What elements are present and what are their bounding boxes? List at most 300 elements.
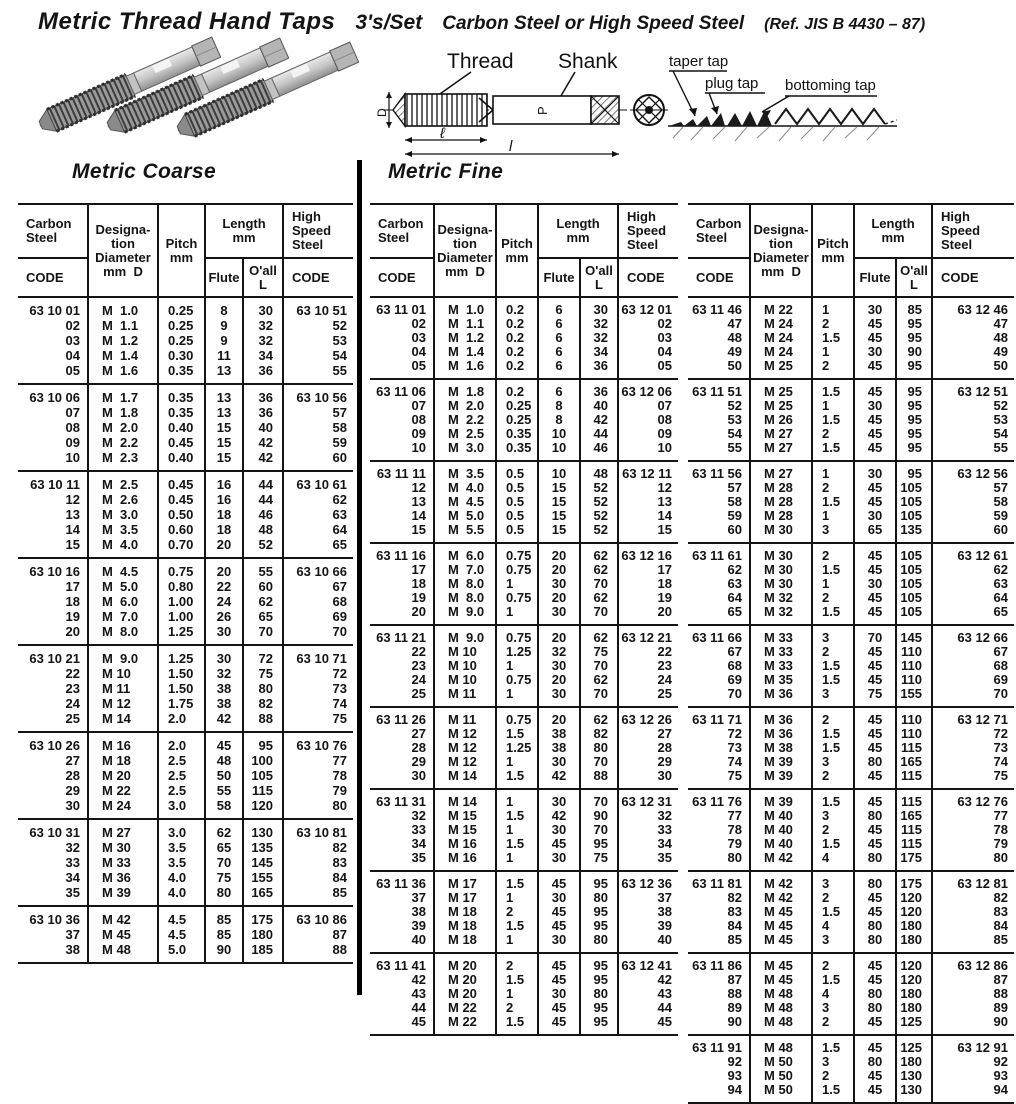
col-oall: O'all L	[243, 258, 283, 297]
cell-hss-code: 63 10 71	[283, 645, 353, 666]
cell-carbon-code: 13	[411, 494, 426, 509]
cell-flute: 30	[538, 933, 580, 953]
cell-pitch: 1.5	[496, 769, 538, 789]
cell-flute: 45	[854, 563, 896, 577]
cell-hss-code: 68	[283, 594, 353, 609]
table-header	[688, 204, 1014, 297]
cell-carbon-code: 63 11 46	[688, 297, 750, 317]
table-row	[370, 461, 678, 481]
cell-pitch: 2	[496, 1001, 538, 1015]
cell-pitch: 1	[496, 823, 538, 837]
cell-overall-length: 32	[243, 333, 283, 348]
col-carbon-code: CODE	[688, 258, 750, 297]
cell-carbon-code: 25	[411, 686, 426, 701]
cell-overall-length: 62	[580, 543, 618, 563]
cell-hss-code: 72	[932, 727, 1014, 741]
table-row	[18, 318, 353, 333]
cell-designation: M 27	[750, 461, 812, 481]
cell-designation: M 3.5	[434, 461, 496, 481]
cell-carbon-code: 33	[411, 822, 426, 837]
cell-pitch: 1.5	[812, 973, 854, 987]
cell-overall-length: 135	[896, 523, 932, 543]
cell-overall-length: 95	[580, 973, 618, 987]
cell-pitch: 1	[496, 987, 538, 1001]
cell-pitch: 0.75	[496, 563, 538, 577]
cell-pitch: 0.25	[158, 333, 205, 348]
cell-designation: M 35	[750, 673, 812, 687]
cell-overall-length: 44	[580, 427, 618, 441]
cell-flute: 45	[854, 769, 896, 789]
cell-hss-code: 63 12 61	[932, 543, 1014, 563]
cell-flute: 45	[854, 645, 896, 659]
row-group	[688, 871, 1014, 953]
cell-flute: 26	[205, 609, 243, 624]
table-row	[18, 609, 353, 624]
cell-flute: 15	[538, 523, 580, 543]
cell-carbon-code: 28	[65, 768, 80, 783]
table-row	[688, 1083, 1014, 1103]
table-row	[18, 753, 353, 768]
cell-carbon-code: 04	[411, 344, 426, 359]
cell-pitch: 4	[812, 987, 854, 1001]
cell-carbon-code: 63 11 61	[688, 543, 750, 563]
cell-flute: 15	[205, 450, 243, 471]
cell-designation: M 8.0	[88, 624, 158, 645]
col-carbon-steel: Carbon Steel	[370, 204, 434, 258]
cell-overall-length: 90	[580, 809, 618, 823]
cell-hss-code: 07	[618, 399, 678, 413]
cell-designation: M 12	[88, 696, 158, 711]
table-row	[370, 933, 678, 953]
table-row	[688, 933, 1014, 953]
cell-flute: 80	[854, 987, 896, 1001]
cell-hss-code: 72	[283, 666, 353, 681]
table-row	[18, 681, 353, 696]
row-group	[18, 645, 353, 732]
cell-carbon-code: 18	[411, 576, 426, 591]
cell-pitch: 0.40	[158, 420, 205, 435]
end-view-icon	[630, 95, 668, 125]
cell-designation: M 1.0	[434, 297, 496, 317]
cell-overall-length: 62	[580, 625, 618, 645]
cell-flute: 6	[538, 359, 580, 379]
cell-designation: M 40	[750, 823, 812, 837]
table-row	[688, 823, 1014, 837]
table-row	[688, 687, 1014, 707]
cell-carbon-code: 35	[411, 850, 426, 865]
cell-flute: 10	[538, 441, 580, 461]
cell-pitch: 1	[496, 687, 538, 707]
cell-pitch: 0.25	[158, 318, 205, 333]
cell-overall-length: 82	[243, 696, 283, 711]
table-row	[18, 384, 353, 405]
cell-flute: 45	[854, 1069, 896, 1083]
metric-fine-continued-table-wrap	[688, 203, 1014, 1104]
cell-hss-code: 63 12 31	[618, 789, 678, 809]
cell-carbon-code: 68	[727, 658, 742, 673]
cell-designation: M 2.0	[88, 420, 158, 435]
cell-overall-length: 95	[896, 317, 932, 331]
cell-hss-code: 74	[932, 755, 1014, 769]
cell-overall-length: 120	[896, 905, 932, 919]
cell-hss-code: 54	[932, 427, 1014, 441]
cell-pitch: 1.5	[496, 973, 538, 987]
cell-flute: 9	[205, 318, 243, 333]
cell-overall-length: 165	[896, 755, 932, 769]
cell-pitch: 2.5	[158, 768, 205, 783]
cell-overall-length: 105	[896, 563, 932, 577]
cell-carbon-code: 38	[411, 904, 426, 919]
cell-overall-length: 82	[580, 727, 618, 741]
cell-designation: M 28	[750, 509, 812, 523]
cell-designation: M 5.5	[434, 523, 496, 543]
cell-overall-length: 36	[243, 384, 283, 405]
cell-overall-length: 70	[580, 659, 618, 673]
cell-pitch: 2	[812, 1015, 854, 1035]
cell-flute: 45	[854, 605, 896, 625]
cell-pitch: 1	[812, 509, 854, 523]
cell-carbon-code: 60	[727, 522, 742, 537]
cell-carbon-code: 04	[65, 348, 80, 363]
shank-label: Shank	[558, 50, 618, 73]
cell-designation: M 33	[750, 659, 812, 673]
cell-carbon-code: 50	[727, 358, 742, 373]
cell-flute: 30	[854, 399, 896, 413]
cell-hss-code: 69	[283, 609, 353, 624]
cell-pitch: 1	[496, 605, 538, 625]
cell-pitch: 2	[812, 427, 854, 441]
dim-d-label: D	[375, 108, 389, 117]
cell-flute: 45	[538, 837, 580, 851]
col-flute: Flute	[538, 258, 580, 297]
cell-overall-length: 80	[580, 933, 618, 953]
cell-hss-code: 69	[932, 673, 1014, 687]
cell-carbon-code: 14	[65, 522, 80, 537]
cell-pitch: 1	[496, 755, 538, 769]
cell-pitch: 1.5	[812, 563, 854, 577]
cell-designation: M 2.5	[434, 427, 496, 441]
cell-pitch: 1	[812, 577, 854, 591]
table-row	[688, 441, 1014, 461]
cell-hss-code: 63 12 16	[618, 543, 678, 563]
cell-overall-length: 125	[896, 1035, 932, 1055]
cell-designation: M 50	[750, 1069, 812, 1083]
cell-designation: M 40	[750, 837, 812, 851]
row-group	[370, 871, 678, 953]
cell-flute: 45	[854, 591, 896, 605]
table-row	[688, 591, 1014, 605]
cell-carbon-code: 63 10 36	[18, 906, 88, 927]
cell-flute: 38	[205, 696, 243, 711]
cell-flute: 30	[854, 297, 896, 317]
cell-designation: M 18	[434, 933, 496, 953]
cell-flute: 50	[205, 768, 243, 783]
cell-pitch: 1	[812, 461, 854, 481]
cell-carbon-code: 17	[65, 579, 80, 594]
cell-hss-code: 67	[283, 579, 353, 594]
cell-designation: M 38	[750, 741, 812, 755]
cell-flute: 45	[854, 659, 896, 673]
cell-designation: M 27	[750, 427, 812, 441]
cell-carbon-code: 63 11 16	[370, 543, 434, 563]
cell-flute: 8	[538, 413, 580, 427]
cell-carbon-code: 82	[727, 890, 742, 905]
cell-carbon-code: 33	[65, 855, 80, 870]
row-group	[688, 543, 1014, 625]
cell-hss-code: 64	[932, 591, 1014, 605]
cell-designation: M 25	[750, 379, 812, 399]
cell-pitch: 0.5	[496, 481, 538, 495]
cell-flute: 45	[854, 1083, 896, 1103]
cell-flute: 24	[205, 594, 243, 609]
cell-flute: 13	[205, 384, 243, 405]
cell-designation: M 5.0	[434, 509, 496, 523]
cell-pitch: 1.5	[812, 379, 854, 399]
cell-flute: 38	[538, 741, 580, 755]
cell-designation: M 33	[750, 625, 812, 645]
cell-designation: M 39	[88, 885, 158, 906]
cell-pitch: 0.45	[158, 492, 205, 507]
cell-designation: M 2.5	[88, 471, 158, 492]
cell-flute: 75	[205, 870, 243, 885]
cell-hss-code: 58	[283, 420, 353, 435]
cell-hss-code: 22	[618, 645, 678, 659]
cell-carbon-code: 10	[411, 440, 426, 455]
cell-hss-code: 04	[618, 345, 678, 359]
cell-carbon-code: 63 10 01	[18, 297, 88, 318]
cell-pitch: 0.35	[158, 384, 205, 405]
cell-overall-length: 70	[580, 687, 618, 707]
cell-hss-code: 28	[618, 741, 678, 755]
table-row	[688, 789, 1014, 809]
cell-pitch: 2	[812, 481, 854, 495]
cell-flute: 45	[854, 1015, 896, 1035]
cell-overall-length: 145	[243, 855, 283, 870]
cell-flute: 30	[854, 577, 896, 591]
cell-pitch: 4.0	[158, 870, 205, 885]
cell-carbon-code: 67	[727, 644, 742, 659]
cell-pitch: 1.5	[812, 727, 854, 741]
table-row	[370, 297, 678, 317]
title-reference: (Ref. JIS B 4430 – 87)	[764, 16, 926, 33]
cell-overall-length: 55	[243, 558, 283, 579]
table-row	[688, 755, 1014, 769]
cell-carbon-code: 37	[65, 927, 80, 942]
cell-flute: 70	[854, 625, 896, 645]
cell-overall-length: 70	[580, 789, 618, 809]
cell-designation: M 4.0	[88, 537, 158, 558]
cell-pitch: 1.5	[496, 919, 538, 933]
cell-hss-code: 63 10 51	[283, 297, 353, 318]
cell-carbon-code: 74	[727, 754, 742, 769]
cell-hss-code: 63 10 66	[283, 558, 353, 579]
cell-pitch: 0.5	[496, 495, 538, 509]
col-hss-code: CODE	[932, 258, 1014, 297]
cell-carbon-code: 48	[727, 330, 742, 345]
cell-hss-code: 77	[283, 753, 353, 768]
cell-hss-code: 17	[618, 563, 678, 577]
cell-pitch: 1.5	[496, 837, 538, 851]
cell-overall-length: 180	[896, 919, 932, 933]
cell-overall-length: 95	[580, 837, 618, 851]
table-row	[688, 919, 1014, 933]
cell-carbon-code: 63 11 91	[688, 1035, 750, 1055]
cell-designation: M 33	[750, 645, 812, 659]
cell-carbon-code: 34	[411, 836, 426, 851]
cell-carbon-code: 07	[65, 405, 80, 420]
cell-flute: 20	[538, 543, 580, 563]
row-group	[688, 707, 1014, 789]
cell-carbon-code: 27	[65, 753, 80, 768]
cell-overall-length: 115	[896, 741, 932, 755]
cell-hss-code: 85	[283, 885, 353, 906]
cell-hss-code: 42	[618, 973, 678, 987]
cell-flute: 32	[205, 666, 243, 681]
cell-carbon-code: 03	[411, 330, 426, 345]
cell-carbon-code: 24	[411, 672, 426, 687]
taper-tap-label: taper tap	[669, 53, 729, 70]
table-row	[688, 973, 1014, 987]
cell-carbon-code: 29	[65, 783, 80, 798]
cell-carbon-code: 12	[411, 480, 426, 495]
cell-hss-code: 75	[283, 711, 353, 732]
table-row	[688, 953, 1014, 973]
cell-hss-code: 63	[932, 577, 1014, 591]
cell-pitch: 3	[812, 871, 854, 891]
cell-carbon-code: 15	[411, 522, 426, 537]
cell-flute: 16	[205, 471, 243, 492]
cell-designation: M 36	[750, 727, 812, 741]
cell-pitch: 0.75	[496, 707, 538, 727]
table-row	[370, 413, 678, 427]
cell-overall-length: 175	[243, 906, 283, 927]
cell-carbon-code: 10	[65, 450, 80, 465]
cell-pitch: 1.50	[158, 681, 205, 696]
cell-carbon-code: 09	[411, 426, 426, 441]
cell-carbon-code: 63 11 56	[688, 461, 750, 481]
cell-pitch: 0.75	[158, 558, 205, 579]
cell-pitch: 0.75	[496, 543, 538, 563]
table-row	[370, 973, 678, 987]
row-group	[18, 471, 353, 558]
cell-hss-code: 65	[283, 537, 353, 558]
cell-pitch: 3.0	[158, 798, 205, 819]
table-row	[370, 359, 678, 379]
col-hss-code: CODE	[283, 258, 353, 297]
cell-carbon-code: 63 10 16	[18, 558, 88, 579]
cell-pitch: 0.60	[158, 522, 205, 537]
cell-hss-code: 15	[618, 523, 678, 543]
row-group	[370, 625, 678, 707]
table-row	[18, 768, 353, 783]
cell-pitch: 1.5	[812, 413, 854, 427]
cell-overall-length: 175	[896, 851, 932, 871]
cell-carbon-code: 18	[65, 594, 80, 609]
col-designation: Designa- tion Diameter mm D	[434, 204, 496, 297]
cell-flute: 45	[854, 1035, 896, 1055]
table-row	[370, 577, 678, 591]
cell-pitch: 1.5	[812, 673, 854, 687]
cell-overall-length: 52	[580, 523, 618, 543]
cell-flute: 90	[205, 942, 243, 963]
cell-designation: M 42	[750, 871, 812, 891]
cell-hss-code: 62	[283, 492, 353, 507]
cell-designation: M 33	[88, 855, 158, 870]
cell-overall-length: 95	[896, 331, 932, 345]
table-row	[688, 509, 1014, 523]
cell-pitch: 3.0	[158, 819, 205, 840]
cell-hss-code: 82	[283, 840, 353, 855]
cell-hss-code: 14	[618, 509, 678, 523]
cell-pitch: 0.5	[496, 523, 538, 543]
table-row	[370, 769, 678, 789]
cell-flute: 45	[854, 427, 896, 441]
table-row	[370, 441, 678, 461]
cell-hss-code: 59	[932, 509, 1014, 523]
cell-carbon-code: 17	[411, 562, 426, 577]
cell-overall-length: 75	[243, 666, 283, 681]
table-row	[688, 1055, 1014, 1069]
table-row	[18, 363, 353, 384]
cell-hss-code: 63 10 86	[283, 906, 353, 927]
cell-hss-code: 63 10 61	[283, 471, 353, 492]
cell-flute: 6	[538, 317, 580, 331]
cell-flute: 42	[538, 809, 580, 823]
cell-overall-length: 145	[896, 625, 932, 645]
cell-hss-code: 27	[618, 727, 678, 741]
cell-pitch: 1.5	[812, 905, 854, 919]
table-row	[688, 481, 1014, 495]
col-designation: Designa- tion Diameter mm D	[750, 204, 812, 297]
col-carbon-code: CODE	[370, 258, 434, 297]
cell-carbon-code: 63 11 81	[688, 871, 750, 891]
cell-designation: M 12	[434, 755, 496, 769]
cell-designation: M 1.0	[88, 297, 158, 318]
table-row	[370, 673, 678, 687]
cell-designation: M 1.6	[434, 359, 496, 379]
cell-hss-code: 33	[618, 823, 678, 837]
cell-flute: 30	[538, 577, 580, 591]
cell-designation: M 12	[434, 727, 496, 741]
cell-carbon-code: 54	[727, 426, 742, 441]
cell-pitch: 0.35	[158, 405, 205, 420]
cell-flute: 30	[854, 345, 896, 359]
cell-hss-code: 18	[618, 577, 678, 591]
cell-flute: 22	[205, 579, 243, 594]
cell-designation: M 10	[434, 673, 496, 687]
cell-overall-length: 30	[580, 297, 618, 317]
cell-carbon-code: 14	[411, 508, 426, 523]
cell-flute: 45	[538, 953, 580, 973]
cell-overall-length: 72	[243, 645, 283, 666]
cell-flute: 30	[538, 659, 580, 673]
cell-pitch: 2	[812, 317, 854, 331]
table-row	[688, 871, 1014, 891]
cell-carbon-code: 08	[411, 412, 426, 427]
cell-hss-code: 63 12 66	[932, 625, 1014, 645]
cell-hss-code: 82	[932, 891, 1014, 905]
row-group	[370, 707, 678, 789]
cell-hss-code: 85	[932, 933, 1014, 953]
cell-overall-length: 165	[243, 885, 283, 906]
table-row	[688, 297, 1014, 317]
cell-flute: 45	[854, 789, 896, 809]
cell-hss-code: 47	[932, 317, 1014, 331]
cell-pitch: 3	[812, 625, 854, 645]
cell-pitch: 0.2	[496, 297, 538, 317]
cell-flute: 45	[854, 837, 896, 851]
table-row	[370, 871, 678, 891]
